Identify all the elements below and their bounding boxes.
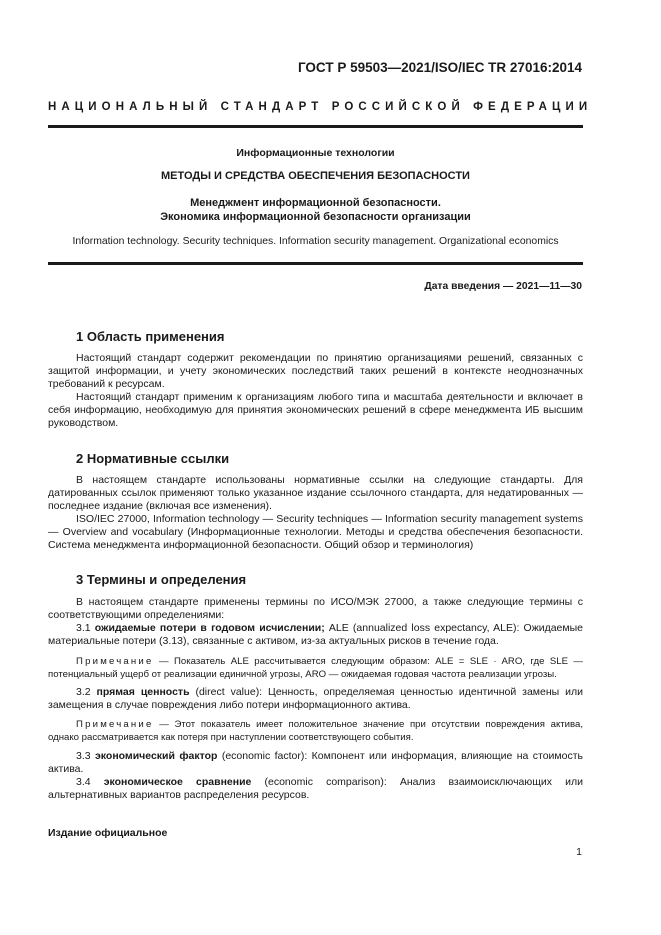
subtitle-line-2: Экономика информационной безопасности организации bbox=[160, 211, 471, 223]
note-3-2 bbox=[48, 719, 583, 744]
term-3-1-name: ожидаемые потери в годовом исчислении; bbox=[94, 622, 325, 634]
section-1-paragraph-1: Настоящий стандарт содержит рекомендации по принятию организациями решений, связанных с защитой информации, и учету экономических последствий таких решений в контексте неоднозначных требований к ресурсам. bbox=[48, 352, 583, 390]
section-1-paragraph-2: Настоящий стандарт применим к организациям любого типа и масштаба деятельности и включает в себя информацию, необходимую для принятия экономических решений в сфере менеджмента ИБ высшим руководством. bbox=[48, 391, 583, 429]
page-number: 1 bbox=[576, 846, 582, 858]
section-2-heading: 2 Нормативные ссылки bbox=[76, 451, 230, 466]
field-title: Информационные технологии bbox=[236, 147, 395, 159]
top-rule bbox=[48, 125, 583, 128]
term-3-3-definition: (economic factor): Компонент или информация, влияющие на стоимость актива. bbox=[48, 750, 583, 775]
term-3-4-definition: (economic comparison): Анализ взаимоисключающих или альтернативных вариантов распределения ресурсов. bbox=[48, 776, 583, 801]
term-3-3-number: 3.3 bbox=[76, 750, 95, 762]
term-3-2-number: 3.2 bbox=[76, 686, 97, 698]
term-3-4 bbox=[48, 776, 583, 802]
section-3-intro bbox=[48, 596, 583, 622]
note-3-2-label: Примечание bbox=[76, 719, 154, 730]
section-1-heading: 1 Область применения bbox=[76, 329, 225, 344]
term-3-4-name: экономическое сравнение bbox=[103, 776, 252, 788]
subtitle-line-1: Менеджмент информационной безопасности. bbox=[190, 197, 441, 209]
section-2-paragraph-1: В настоящем стандарте использованы нормативные ссылки на следующие стандарты. Для датированных ссылок применяют только указанное издание ссылочного стандарта, для недатированных — последнее издание (включая все изменения). bbox=[48, 474, 583, 512]
effective-date: Дата введения — 2021—11—30 bbox=[424, 281, 582, 292]
section-1-body bbox=[48, 352, 583, 430]
english-title: Information technology. Security techniques. Information security management. Organizational economics bbox=[72, 236, 559, 247]
section-2-paragraph-2: ISO/IEC 27000, Information technology — Security techniques — Information security management systems — Overview and vocabulary (Информационные технологии. Методы и средства обеспечения безопасности. Система менеджмента информационной безопасности. Общий обзор и терминология) bbox=[48, 513, 583, 551]
note-3-1-label: Примечание bbox=[76, 656, 154, 667]
term-3-3-name: экономический фактор bbox=[94, 750, 218, 762]
document-code: ГОСТ Р 59503—2021/ISO/IEC TR 27016:2014 bbox=[297, 60, 582, 75]
bottom-rule bbox=[48, 262, 583, 265]
note-3-1-text: — Показатель ALE рассчитывается следующим образом: ALE = SLE · ARO, где SLE — потенциальный ущерб от реализации единичной угрозы, ARO — ожидаемая годовая частота реализации угрозы. bbox=[48, 656, 583, 680]
term-3-2-name: прямая ценность bbox=[96, 686, 190, 698]
official-edition: Издание официальное bbox=[48, 827, 168, 839]
term-3-4-number: 3.4 bbox=[76, 776, 104, 788]
subtitle bbox=[48, 196, 583, 224]
term-3-2 bbox=[48, 686, 583, 712]
national-standard-banner: НАЦИОНАЛЬНЫЙ СТАНДАРТ РОССИЙСКОЙ ФЕДЕРАЦИИ bbox=[48, 101, 593, 113]
term-3-3 bbox=[48, 750, 583, 776]
term-3-2-definition: (direct value): Ценность, определяемая ценностью идентичной замены или замещения в случае повреждения либо потери информационного актива. bbox=[48, 686, 584, 711]
note-3-1 bbox=[48, 656, 583, 681]
section-2-body bbox=[48, 474, 583, 552]
section-3-heading: 3 Термины и определения bbox=[76, 572, 247, 587]
note-3-2-text: — Этот показатель имеет положительное значение при отсутствии повреждения актива, однако рассматривается как потеря при наступлении соответствующего события. bbox=[48, 719, 583, 743]
section-3-intro-text: В настоящем стандарте применены термины по ИСО/МЭК 27000, а также следующие термины с соответствующими определениями: bbox=[48, 596, 583, 621]
term-3-1-number: 3.1 bbox=[76, 622, 95, 634]
main-title: МЕТОДЫ И СРЕДСТВА ОБЕСПЕЧЕНИЯ БЕЗОПАСНОСТИ bbox=[161, 170, 470, 182]
term-3-1 bbox=[48, 622, 583, 648]
term-3-1-definition: ALE (annualized loss expectancy, ALE): Ожидаемые материальные потери (3.13), связанные с активом, из-за актуальных рисков в течение года. bbox=[48, 622, 584, 647]
